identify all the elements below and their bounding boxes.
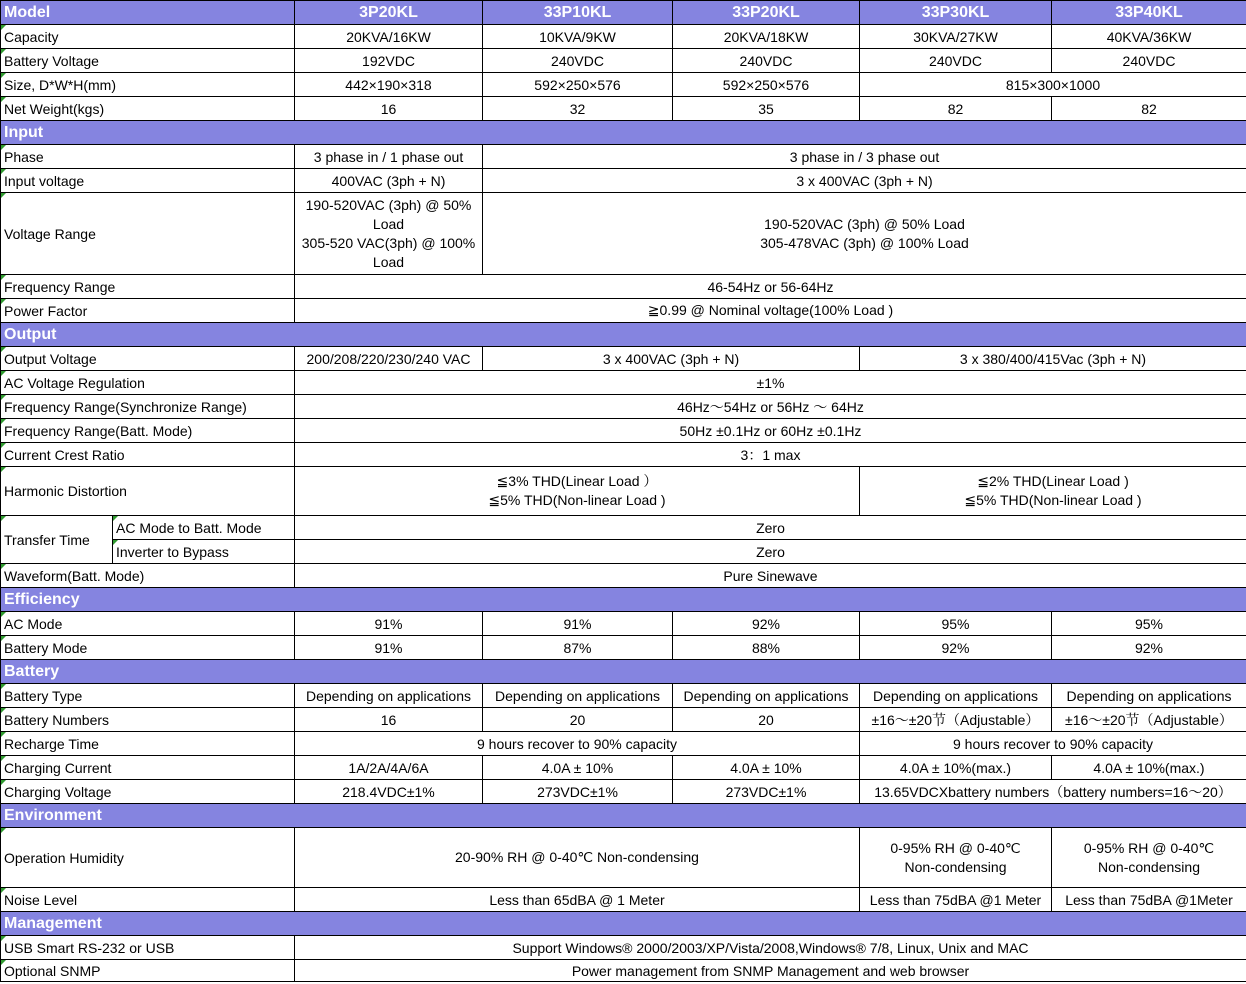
cell (295, 193, 483, 275)
cell-line: 190-520VAC (3ph) @ 50% (305, 196, 472, 213)
cell: 3 x 400VAC (3ph + N) (483, 347, 860, 371)
row-label: USB Smart RS-232 or USB (1, 936, 295, 960)
cell: 273VDC±1% (483, 780, 673, 804)
cell-line: ≦5% THD(Non-linear Load ) (964, 492, 1142, 508)
cell: 4.0A ± 10% (673, 756, 860, 780)
cell: 20KVA/16KW (295, 25, 483, 49)
cell-line: 190-520VAC (3ph) @ 50% Load (764, 215, 965, 232)
battery-numbers-row (1, 708, 1246, 732)
model-name: 33P20KL (673, 1, 860, 25)
usb-row (1, 936, 1246, 960)
snmp-row (1, 960, 1246, 982)
transfer-time-row (1, 540, 1246, 564)
cell: 91% (295, 636, 483, 660)
cell: Depending on applications (295, 684, 483, 708)
row-label: Frequency Range (1, 275, 295, 299)
cell: 240VDC (860, 49, 1052, 73)
cell: 400VAC (3ph + N) (295, 169, 483, 193)
cell: Depending on applications (483, 684, 673, 708)
row-label: Noise Level (1, 888, 295, 912)
section-title: Input (1, 121, 1246, 145)
charging-current-row (1, 756, 1246, 780)
cell: 91% (483, 612, 673, 636)
cell: 592×250×576 (673, 73, 860, 97)
output-section-header (1, 323, 1246, 347)
cell: 9 hours recover to 90% capacity (860, 732, 1246, 756)
management-section-header (1, 912, 1246, 936)
row-label: Frequency Range(Batt. Mode) (1, 419, 295, 443)
cell: 20KVA/18KW (673, 25, 860, 49)
cell-line: 0-95% RH @ 0-40℃ (890, 839, 1021, 856)
cell: 82 (860, 97, 1052, 121)
row-label: Net Weight(kgs) (1, 97, 295, 121)
cell: 442×190×318 (295, 73, 483, 97)
voltage-range-row (1, 193, 1246, 275)
net-weight-row (1, 97, 1246, 121)
cell: 95% (1052, 612, 1246, 636)
transfer-time-row (1, 516, 1246, 540)
cell: ±16～±20节（Adjustable） (860, 708, 1052, 732)
model-name: 3P20KL (295, 1, 483, 25)
cell: Support Windows® 2000/2003/XP/Vista/2008,Windows® 7/8, Linux, Unix and MAC (295, 936, 1246, 960)
cell (860, 828, 1052, 888)
cell: Zero (295, 516, 1246, 540)
cell: 240VDC (673, 49, 860, 73)
row-label: AC Voltage Regulation (1, 371, 295, 395)
cell-line: Load (372, 215, 405, 232)
cell: 16 (295, 97, 483, 121)
cell: 88% (673, 636, 860, 660)
battery-type-row (1, 684, 1246, 708)
battery-section-header (1, 660, 1246, 684)
row-label: Voltage Range (1, 193, 295, 275)
row-label: Frequency Range(Synchronize Range) (1, 395, 295, 419)
freq-batt-row (1, 419, 1246, 443)
section-title: Environment (1, 804, 1246, 828)
cell: 9 hours recover to 90% capacity (295, 732, 860, 756)
row-label: Capacity (1, 25, 295, 49)
cell: 30KVA/27KW (860, 25, 1052, 49)
cell: 3 x 380/400/415Vac (3ph + N) (860, 347, 1246, 371)
harmonic-row (1, 467, 1246, 516)
cell: 82 (1052, 97, 1246, 121)
cell: 592×250×576 (483, 73, 673, 97)
row-label: Transfer Time (1, 516, 113, 564)
cell: Zero (295, 540, 1246, 564)
model-name: 33P10KL (483, 1, 673, 25)
row-label: Battery Numbers (1, 708, 295, 732)
sub-row-label: Inverter to Bypass (113, 540, 295, 564)
cell: Pure Sinewave (295, 564, 1246, 588)
input-voltage-row (1, 169, 1246, 193)
row-label: Size, D*W*H(mm) (1, 73, 295, 97)
section-title: Battery (1, 660, 1246, 684)
row-label: Input voltage (1, 169, 295, 193)
cell-line: Load (372, 253, 405, 270)
cell: 218.4VDC±1% (295, 780, 483, 804)
cell: 95% (860, 612, 1052, 636)
cell: 91% (295, 612, 483, 636)
cell: 3 phase in / 1 phase out (295, 145, 483, 169)
model-name: 33P40KL (1052, 1, 1246, 25)
cell: 46Hz～54Hz or 56Hz ～ 64Hz (295, 395, 1246, 419)
row-label: Optional SNMP (1, 960, 295, 982)
ac-regulation-row (1, 371, 1246, 395)
cell: 46-54Hz or 56-64Hz (295, 275, 1246, 299)
humidity-row (1, 828, 1246, 888)
row-label: Phase (1, 145, 295, 169)
cell: 273VDC±1% (673, 780, 860, 804)
cell: 20-90% RH @ 0-40℃ Non-condensing (295, 828, 860, 888)
waveform-row (1, 564, 1246, 588)
cell: Depending on applications (673, 684, 860, 708)
cell: ±16～±20节（Adjustable） (1052, 708, 1246, 732)
cell-line: Non-condensing (904, 858, 1007, 875)
row-label: Operation Humidity (1, 828, 295, 888)
phase-row (1, 145, 1246, 169)
cell (295, 467, 860, 516)
row-label: Waveform(Batt. Mode) (1, 564, 295, 588)
freq-sync-row (1, 395, 1246, 419)
cell: 16 (295, 708, 483, 732)
cell: Power management from SNMP Management and web browser (295, 960, 1246, 982)
cell-line: ≦2% THD(Linear Load ) (977, 473, 1129, 489)
cell: ≧0.99 @ Nominal voltage(100% Load ) (295, 299, 1246, 323)
cell: 40KVA/36KW (1052, 25, 1246, 49)
model-name: 33P30KL (860, 1, 1052, 25)
row-label: Harmonic Distortion (1, 467, 295, 516)
cell: 4.0A ± 10%(max.) (860, 756, 1052, 780)
row-label: Current Crest Ratio (1, 443, 295, 467)
row-label: Battery Mode (1, 636, 295, 660)
row-label: Battery Type (1, 684, 295, 708)
cell-line: 305-478VAC (3ph) @ 100% Load (760, 234, 969, 251)
sub-row-label: AC Mode to Batt. Mode (113, 516, 295, 540)
size-row (1, 73, 1246, 97)
cell: Less than 75dBA @1 Meter (860, 888, 1052, 912)
row-label: Charging Voltage (1, 780, 295, 804)
cell: 10KVA/9KW (483, 25, 673, 49)
cell: Depending on applications (1052, 684, 1246, 708)
cell: 3：1 max (295, 443, 1246, 467)
battery-mode-row (1, 636, 1246, 660)
cell: 815×300×1000 (860, 73, 1246, 97)
row-label: Recharge Time (1, 732, 295, 756)
ac-mode-row (1, 612, 1246, 636)
cell: 13.65VDCXbattery numbers（battery numbers=16～20） (860, 780, 1246, 804)
cell (483, 193, 1246, 275)
cell: 87% (483, 636, 673, 660)
cell: 20 (483, 708, 673, 732)
cell: Depending on applications (860, 684, 1052, 708)
cell: Less than 75dBA @1Meter (1052, 888, 1246, 912)
cell: 92% (673, 612, 860, 636)
cell: 50Hz ±0.1Hz or 60Hz ±0.1Hz (295, 419, 1246, 443)
environment-section-header (1, 804, 1246, 828)
cell: Less than 65dBA @ 1 Meter (295, 888, 860, 912)
crest-ratio-row (1, 443, 1246, 467)
cell: 92% (1052, 636, 1246, 660)
charging-voltage-row (1, 780, 1246, 804)
cell-line: 305-520 VAC(3ph) @ 100% (301, 234, 476, 251)
cell (860, 467, 1246, 516)
cell: 240VDC (483, 49, 673, 73)
capacity-row (1, 25, 1246, 49)
row-label: AC Mode (1, 612, 295, 636)
section-title: Management (1, 912, 1246, 936)
cell: 200/208/220/230/240 VAC (295, 347, 483, 371)
cell-line: 0-95% RH @ 0-40℃ (1083, 839, 1215, 856)
cell-line: Non-condensing (1098, 858, 1200, 875)
cell: 3 x 400VAC (3ph + N) (483, 169, 1246, 193)
cell: 4.0A ± 10% (483, 756, 673, 780)
cell: ±1% (295, 371, 1246, 395)
cell: 3 phase in / 3 phase out (483, 145, 1246, 169)
noise-level-row (1, 888, 1246, 912)
model-label: Model (1, 1, 295, 25)
cell (1052, 828, 1246, 888)
row-label: Output Voltage (1, 347, 295, 371)
frequency-range-row (1, 275, 1246, 299)
cell: 35 (673, 97, 860, 121)
section-title: Output (1, 323, 1246, 347)
power-factor-row (1, 299, 1246, 323)
cell-line: ≦5% THD(Non-linear Load ) (488, 492, 666, 508)
row-label: Charging Current (1, 756, 295, 780)
cell-line: ≦3% THD(Linear Load ） (496, 473, 658, 489)
row-label: Power Factor (1, 299, 295, 323)
cell: 1A/2A/4A/6A (295, 756, 483, 780)
cell: 20 (673, 708, 860, 732)
section-title: Efficiency (1, 588, 1246, 612)
cell: 240VDC (1052, 49, 1246, 73)
output-voltage-row (1, 347, 1246, 371)
recharge-time-row (1, 732, 1246, 756)
battery-voltage-row (1, 49, 1246, 73)
input-section-header (1, 121, 1246, 145)
cell: 32 (483, 97, 673, 121)
cell: 192VDC (295, 49, 483, 73)
cell: 92% (860, 636, 1052, 660)
cell: 4.0A ± 10%(max.) (1052, 756, 1246, 780)
model-header-row (1, 1, 1246, 25)
efficiency-section-header (1, 588, 1246, 612)
row-label: Battery Voltage (1, 49, 295, 73)
